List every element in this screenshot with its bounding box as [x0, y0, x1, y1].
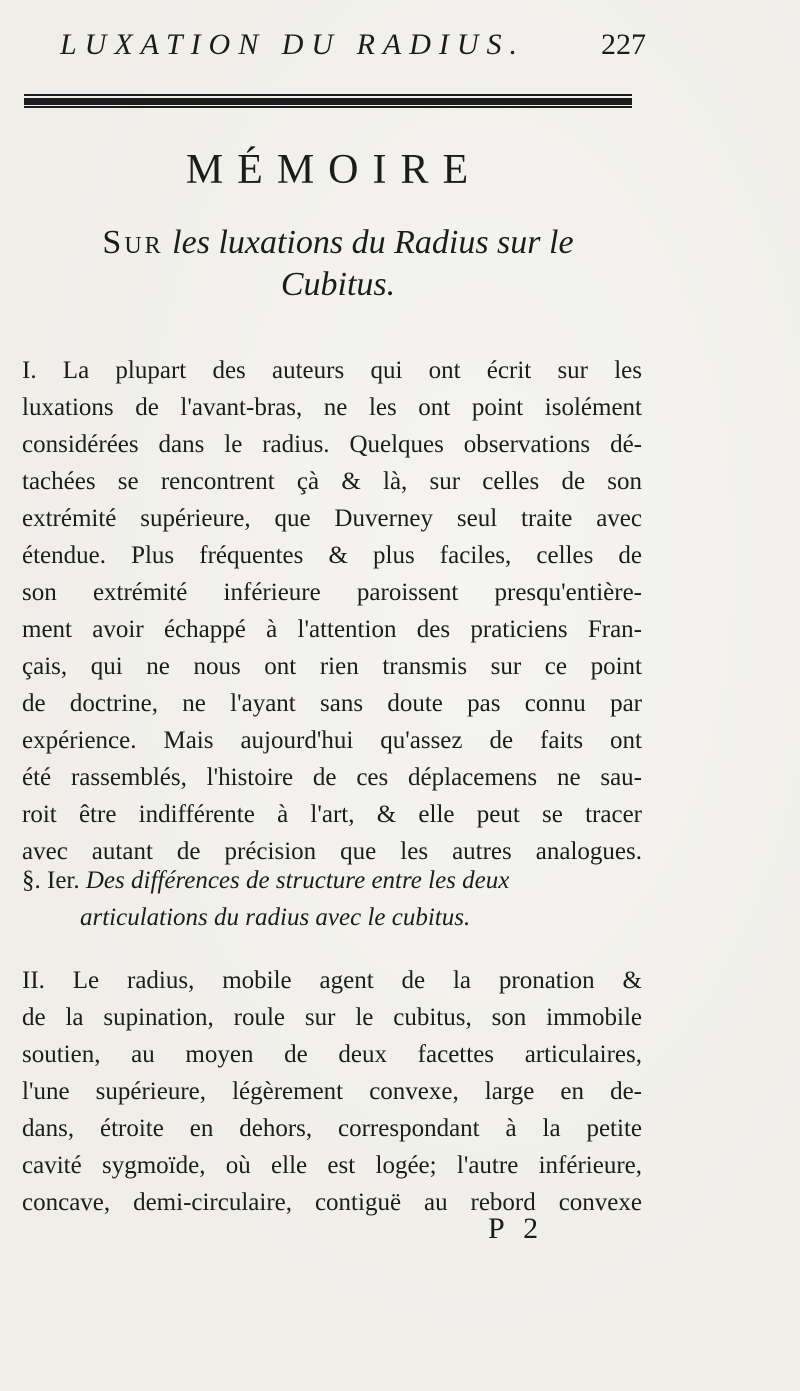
running-head-title: LUXATION DU RADIUS.	[60, 28, 526, 61]
paragraph-line: extrémité supérieure, que Duverney seul traite avec	[22, 505, 642, 532]
ornamental-rule	[24, 94, 632, 108]
paragraph-line: cavité sygmoïde, où elle est logée; l'autre inférieure,	[22, 1152, 642, 1179]
paragraph-line: considérées dans le radius. Quelques observations dé-	[22, 431, 642, 458]
paragraph-1	[22, 352, 642, 870]
rule-top-line	[24, 94, 632, 96]
paragraph-2	[22, 962, 642, 1221]
signature-mark: P 2	[488, 1212, 545, 1245]
paragraph-number: I.	[22, 357, 37, 384]
section-heading	[22, 862, 642, 936]
paragraph-line: I. La plupart des auteurs qui ont écrit sur les	[22, 357, 642, 384]
paragraph-line: soutien, au moyen de deux facettes articulaires,	[22, 1041, 642, 1068]
section-line-1: §. Ier. Des différences de structure entre les deux	[22, 867, 510, 894]
paragraph-line: avec autant de précision que les autres analogues.	[22, 838, 642, 865]
memoir-subtitle	[28, 222, 648, 306]
subtitle-line-2: Cubitus.	[280, 266, 396, 303]
memoir-heading: MÉMOIRE	[185, 147, 483, 193]
subtitle-text: les luxations du Radius sur le	[163, 224, 574, 261]
paragraph-line: dans, étroite en dehors, correspondant à la petite	[22, 1115, 642, 1142]
subtitle-initial: Sur	[102, 224, 164, 261]
subtitle-line-1	[28, 222, 648, 264]
paragraph-line: tachées se rencontrent çà & là, sur celles de son	[22, 468, 642, 495]
paragraph-line: ment avoir échappé à l'attention des praticiens Fran-	[22, 616, 642, 643]
paragraph-line: expérience. Mais aujourd'hui qu'assez de faits ont	[22, 727, 642, 754]
paragraph-line: son extrémité inférieure paroissent presqu'entière-	[22, 579, 642, 606]
paragraph-line: été rassemblés, l'histoire de ces déplacemens ne sau-	[22, 764, 642, 791]
paragraph-line: concave, demi-circulaire, contiguë au rebord convexe	[22, 1189, 642, 1216]
paragraph-line: luxations de l'avant-bras, ne les ont point isolément	[22, 394, 642, 421]
running-head	[60, 28, 646, 72]
section-line-2: articulations du radius avec le cubitus.	[80, 904, 471, 931]
paragraph-line: de doctrine, ne l'ayant sans doute pas connu par	[22, 690, 642, 717]
paragraph-line: çais, qui ne nous ont rien transmis sur ce point	[22, 653, 642, 680]
paragraph-line: roit être indifférente à l'art, & elle peut se tracer	[22, 801, 642, 828]
paragraph-line: II. Le radius, mobile agent de la pronation &	[22, 967, 642, 994]
paragraph-line: étendue. Plus fréquentes & plus faciles, celles de	[22, 542, 642, 569]
rule-thick-line	[24, 98, 632, 105]
paragraph-line: l'une supérieure, légèrement convexe, large en de-	[22, 1078, 642, 1105]
paragraph-line: de la supination, roule sur le cubitus, son immobile	[22, 1004, 642, 1031]
rule-bottom-line	[24, 106, 632, 108]
page-number: 227	[601, 28, 646, 61]
section-mark: §. Ier.	[22, 867, 80, 894]
paragraph-number: II.	[22, 967, 45, 994]
